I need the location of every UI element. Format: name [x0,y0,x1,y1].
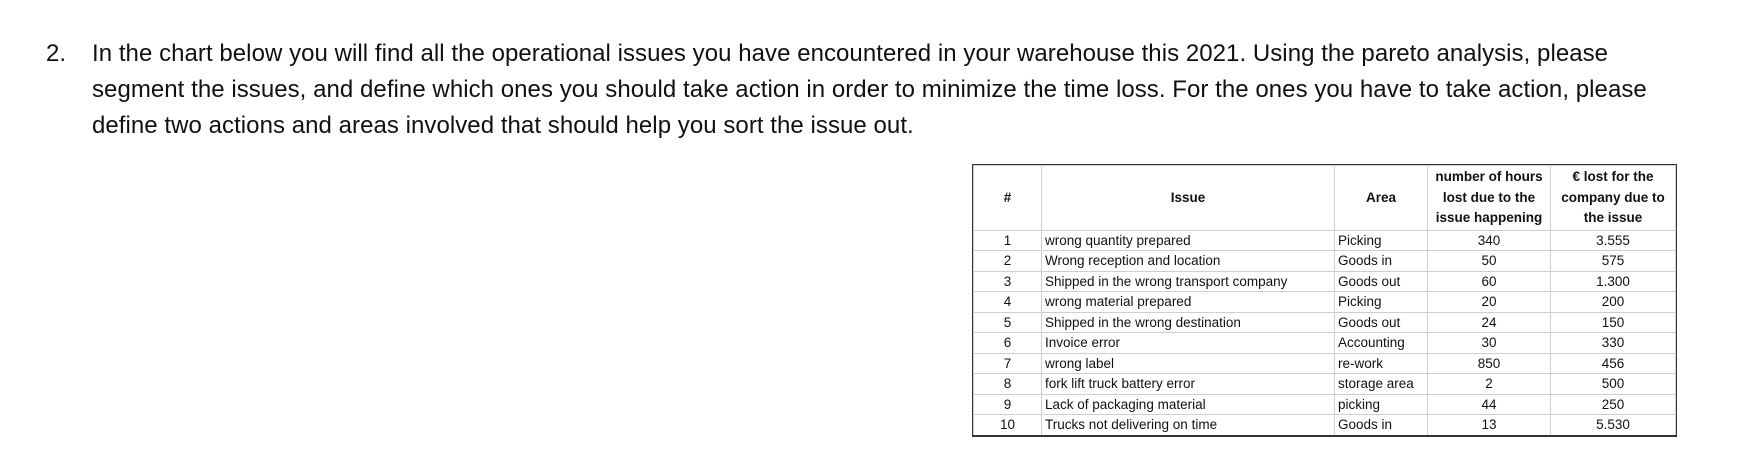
cell-num: 6 [974,333,1042,354]
question-line: segment the issues, and define which ones you should take action in order to minimize the time loss. For the ones you have to take action, please [92,76,1647,103]
cell-issue: Invoice error [1042,333,1335,354]
cell-hours: 20 [1428,292,1551,313]
cell-num: 8 [974,374,1042,395]
cell-euro: 1.300 [1551,271,1676,292]
table-row [974,415,1676,436]
question-text [92,36,1732,144]
cell-area: Picking [1335,292,1428,313]
cell-euro: 200 [1551,292,1676,313]
cell-hours: 44 [1428,394,1551,415]
cell-area: Goods out [1335,271,1428,292]
cell-issue: wrong quantity prepared [1042,230,1335,251]
cell-num: 3 [974,271,1042,292]
cell-euro: 250 [1551,394,1676,415]
header-hours-line: issue happening [1435,210,1543,225]
cell-euro: 5.530 [1551,415,1676,436]
cell-area: Goods out [1335,312,1428,333]
cell-num: 9 [974,394,1042,415]
cell-issue: Lack of packaging material [1042,394,1335,415]
cell-issue: Wrong reception and location [1042,251,1335,272]
cell-num: 1 [974,230,1042,251]
table-row [974,353,1676,374]
table-row [974,230,1676,251]
cell-issue: wrong label [1042,353,1335,374]
cell-num: 4 [974,292,1042,313]
table-row [974,251,1676,272]
issues-table [973,165,1676,436]
cell-hours: 850 [1428,353,1551,374]
header-euro-line: company due to [1561,189,1665,205]
header-hours-line: number of hours [1435,169,1543,184]
cell-area: storage area [1335,374,1428,395]
cell-num: 5 [974,312,1042,333]
cell-euro: 500 [1551,374,1676,395]
question-line: define two actions and areas involved that should help you sort the issue out. [92,112,914,139]
cell-hours: 2 [1428,374,1551,395]
cell-euro: 330 [1551,333,1676,354]
cell-area: Picking [1335,230,1428,251]
table-row [974,271,1676,292]
cell-num: 7 [974,353,1042,374]
cell-euro: 150 [1551,312,1676,333]
cell-area: Goods in [1335,415,1428,436]
header-issue: Issue [1042,166,1335,231]
table-row [974,312,1676,333]
table-row [974,333,1676,354]
question-number: 2. [46,40,67,67]
cell-num: 2 [974,251,1042,272]
cell-euro: 456 [1551,353,1676,374]
cell-hours: 13 [1428,415,1551,436]
cell-issue: wrong material prepared [1042,292,1335,313]
header-euro-line: the issue [1583,210,1643,225]
table-row [974,374,1676,395]
header-area: Area [1335,166,1428,231]
header-euro [1551,166,1676,231]
cell-hours: 24 [1428,312,1551,333]
header-euro-line: € lost for the [1572,169,1654,184]
question-line: In the chart below you will find all the operational issues you have encountered in your warehouse this 2021. Using the pareto analysis, please [92,40,1609,67]
cell-issue: Trucks not delivering on time [1042,415,1335,436]
table-header-row [974,166,1676,231]
header-num: # [974,166,1042,231]
cell-euro: 3.555 [1551,230,1676,251]
cell-area: Accounting [1335,333,1428,354]
header-hours [1428,166,1551,231]
header-hours-line: lost due to the [1442,189,1536,205]
cell-num: 10 [974,415,1042,436]
cell-euro: 575 [1551,251,1676,272]
cell-area: re-work [1335,353,1428,374]
cell-hours: 60 [1428,271,1551,292]
cell-hours: 30 [1428,333,1551,354]
cell-issue: Shipped in the wrong destination [1042,312,1335,333]
cell-issue: fork lift truck battery error [1042,374,1335,395]
cell-area: Goods in [1335,251,1428,272]
cell-issue: Shipped in the wrong transport company [1042,271,1335,292]
table-row [974,292,1676,313]
cell-area: picking [1335,394,1428,415]
table-row [974,394,1676,415]
cell-hours: 50 [1428,251,1551,272]
cell-hours: 340 [1428,230,1551,251]
